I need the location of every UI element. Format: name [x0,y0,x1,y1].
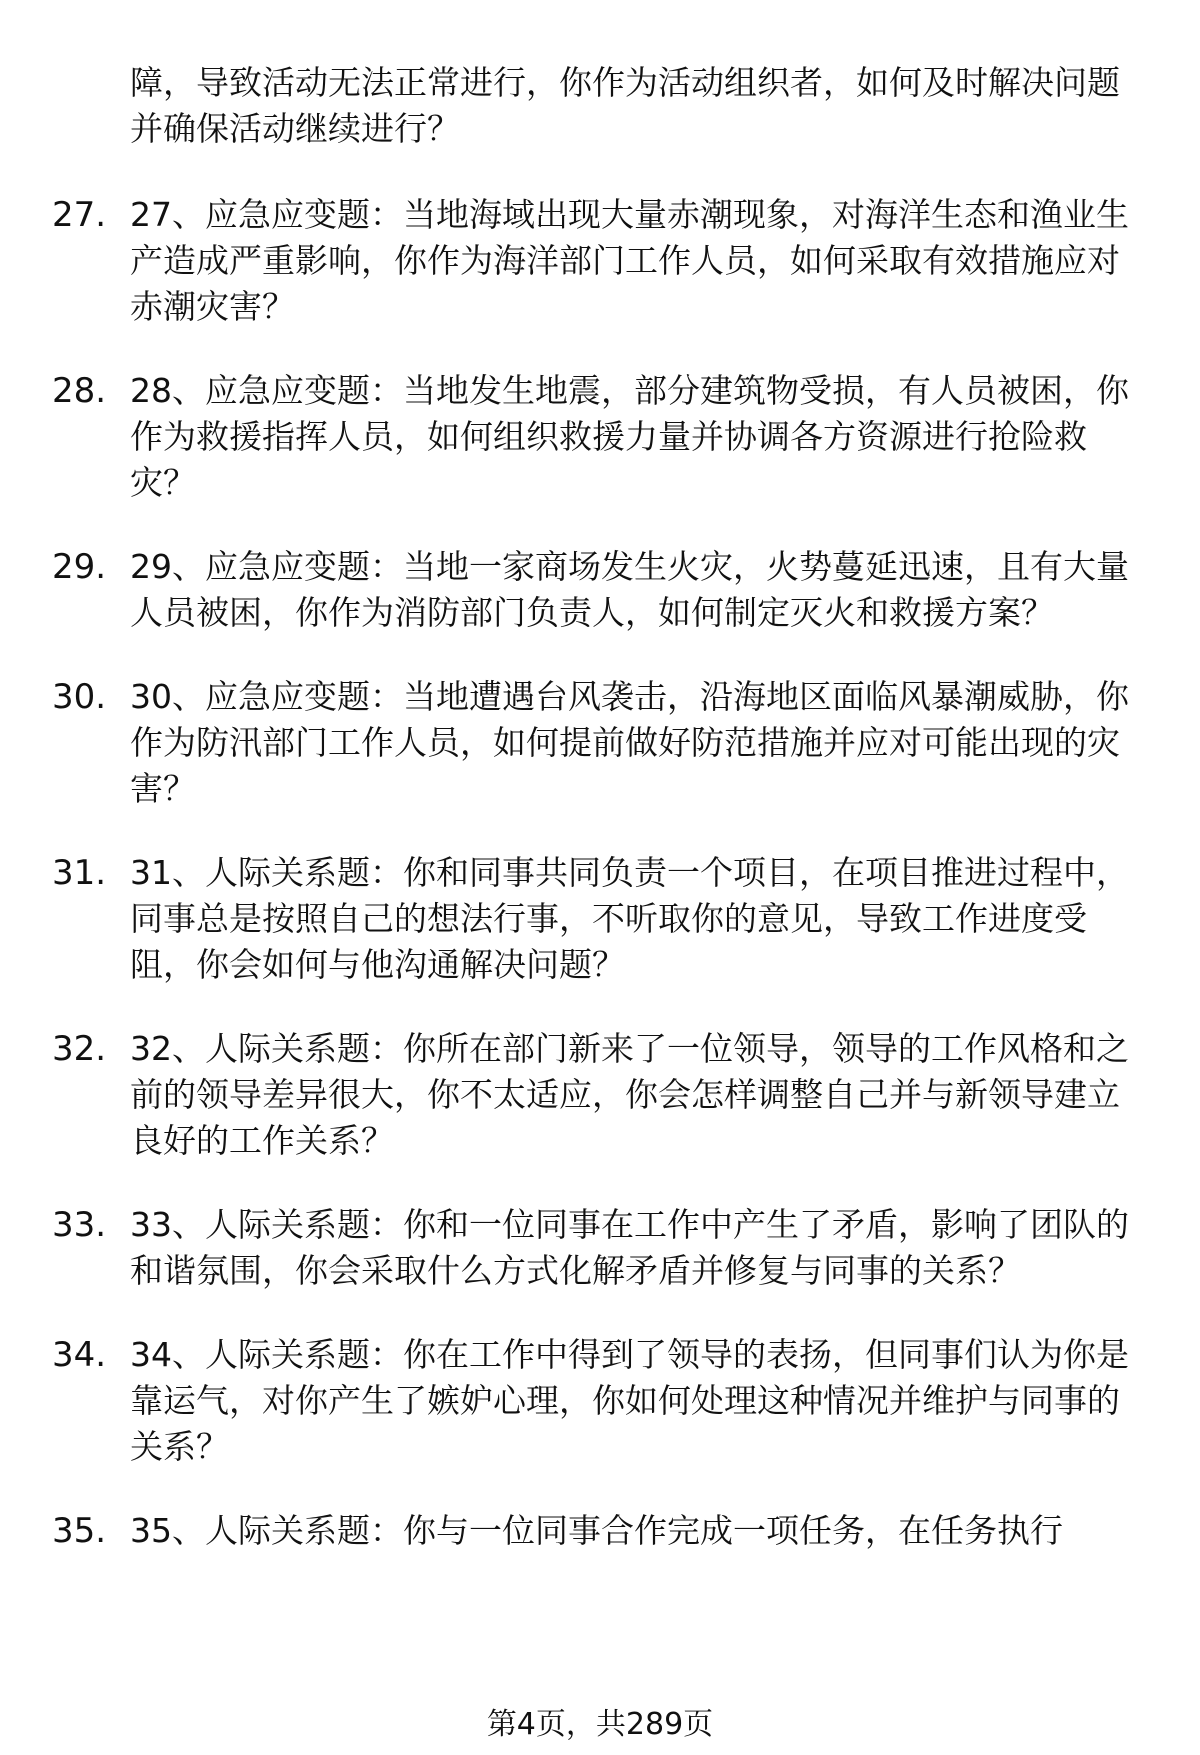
question-number: 30. [52,677,107,717]
question-number: 29. [52,547,107,587]
page-footer: 第4页，共289页 [486,1707,714,1742]
question-number: 32. [52,1029,107,1069]
question-text: 30、应急应变题：当地遭遇台风袭击，沿海地区面临风暴潮威胁，你作为防汛部门工作人员，如何提前做好防范措施并应对可能出现的灾害？ [130,677,1129,808]
question-text: 28、应急应变题：当地发生地震，部分建筑物受损，有人员被困，你作为救援指挥人员，如何组织救援力量并协调各方资源进行抢险救灾？ [130,371,1129,502]
question-number: 34. [52,1335,107,1375]
question-number: 28. [52,371,107,411]
question-number: 31. [52,853,107,893]
question-text: 33、人际关系题：你和一位同事在工作中产生了矛盾，影响了团队的和谐氛围，你会采取什么方式化解矛盾并修复与同事的关系？ [130,1205,1129,1290]
continued-question-text: 障，导致活动无法正常进行，你作为活动组织者，如何及时解决问题并确保活动继续进行？ [130,63,1120,148]
question-item [0,1508,1200,1554]
question-item [0,544,1200,636]
question-number: 35. [52,1511,107,1551]
question-text: 32、人际关系题：你所在部门新来了一位领导，领导的工作风格和之前的领导差异很大，你不太适应，你会怎样调整自己并与新领导建立良好的工作关系？ [130,1029,1129,1160]
question-item [0,1332,1200,1470]
question-item [0,1202,1200,1294]
question-text: 31、人际关系题：你和同事共同负责一个项目，在项目推进过程中，同事总是按照自己的想法行事，不听取你的意见，导致工作进度受阻，你会如何与他沟通解决问题？ [130,853,1129,984]
question-text: 29、应急应变题：当地一家商场发生火灾，火势蔓延迅速，且有大量人员被困，你作为消防部门负责人，如何制定灭火和救援方案？ [130,547,1129,632]
question-text: 35、人际关系题：你与一位同事合作完成一项任务，在任务执行 [130,1511,1063,1550]
question-number: 33. [52,1205,107,1245]
continued-question [0,60,1200,152]
question-item [0,1026,1200,1164]
question-item [0,368,1200,506]
question-text: 34、人际关系题：你在工作中得到了领导的表扬，但同事们认为你是靠运气，对你产生了嫉妒心理，你如何处理这种情况并维护与同事的关系？ [130,1335,1129,1466]
question-item [0,850,1200,988]
question-list [0,60,1200,1592]
question-number: 27. [52,195,107,235]
question-text: 27、应急应变题：当地海域出现大量赤潮现象，对海洋生态和渔业生产造成严重影响，你作为海洋部门工作人员，如何采取有效措施应对赤潮灾害？ [130,195,1129,326]
question-item [0,674,1200,812]
question-item [0,192,1200,330]
